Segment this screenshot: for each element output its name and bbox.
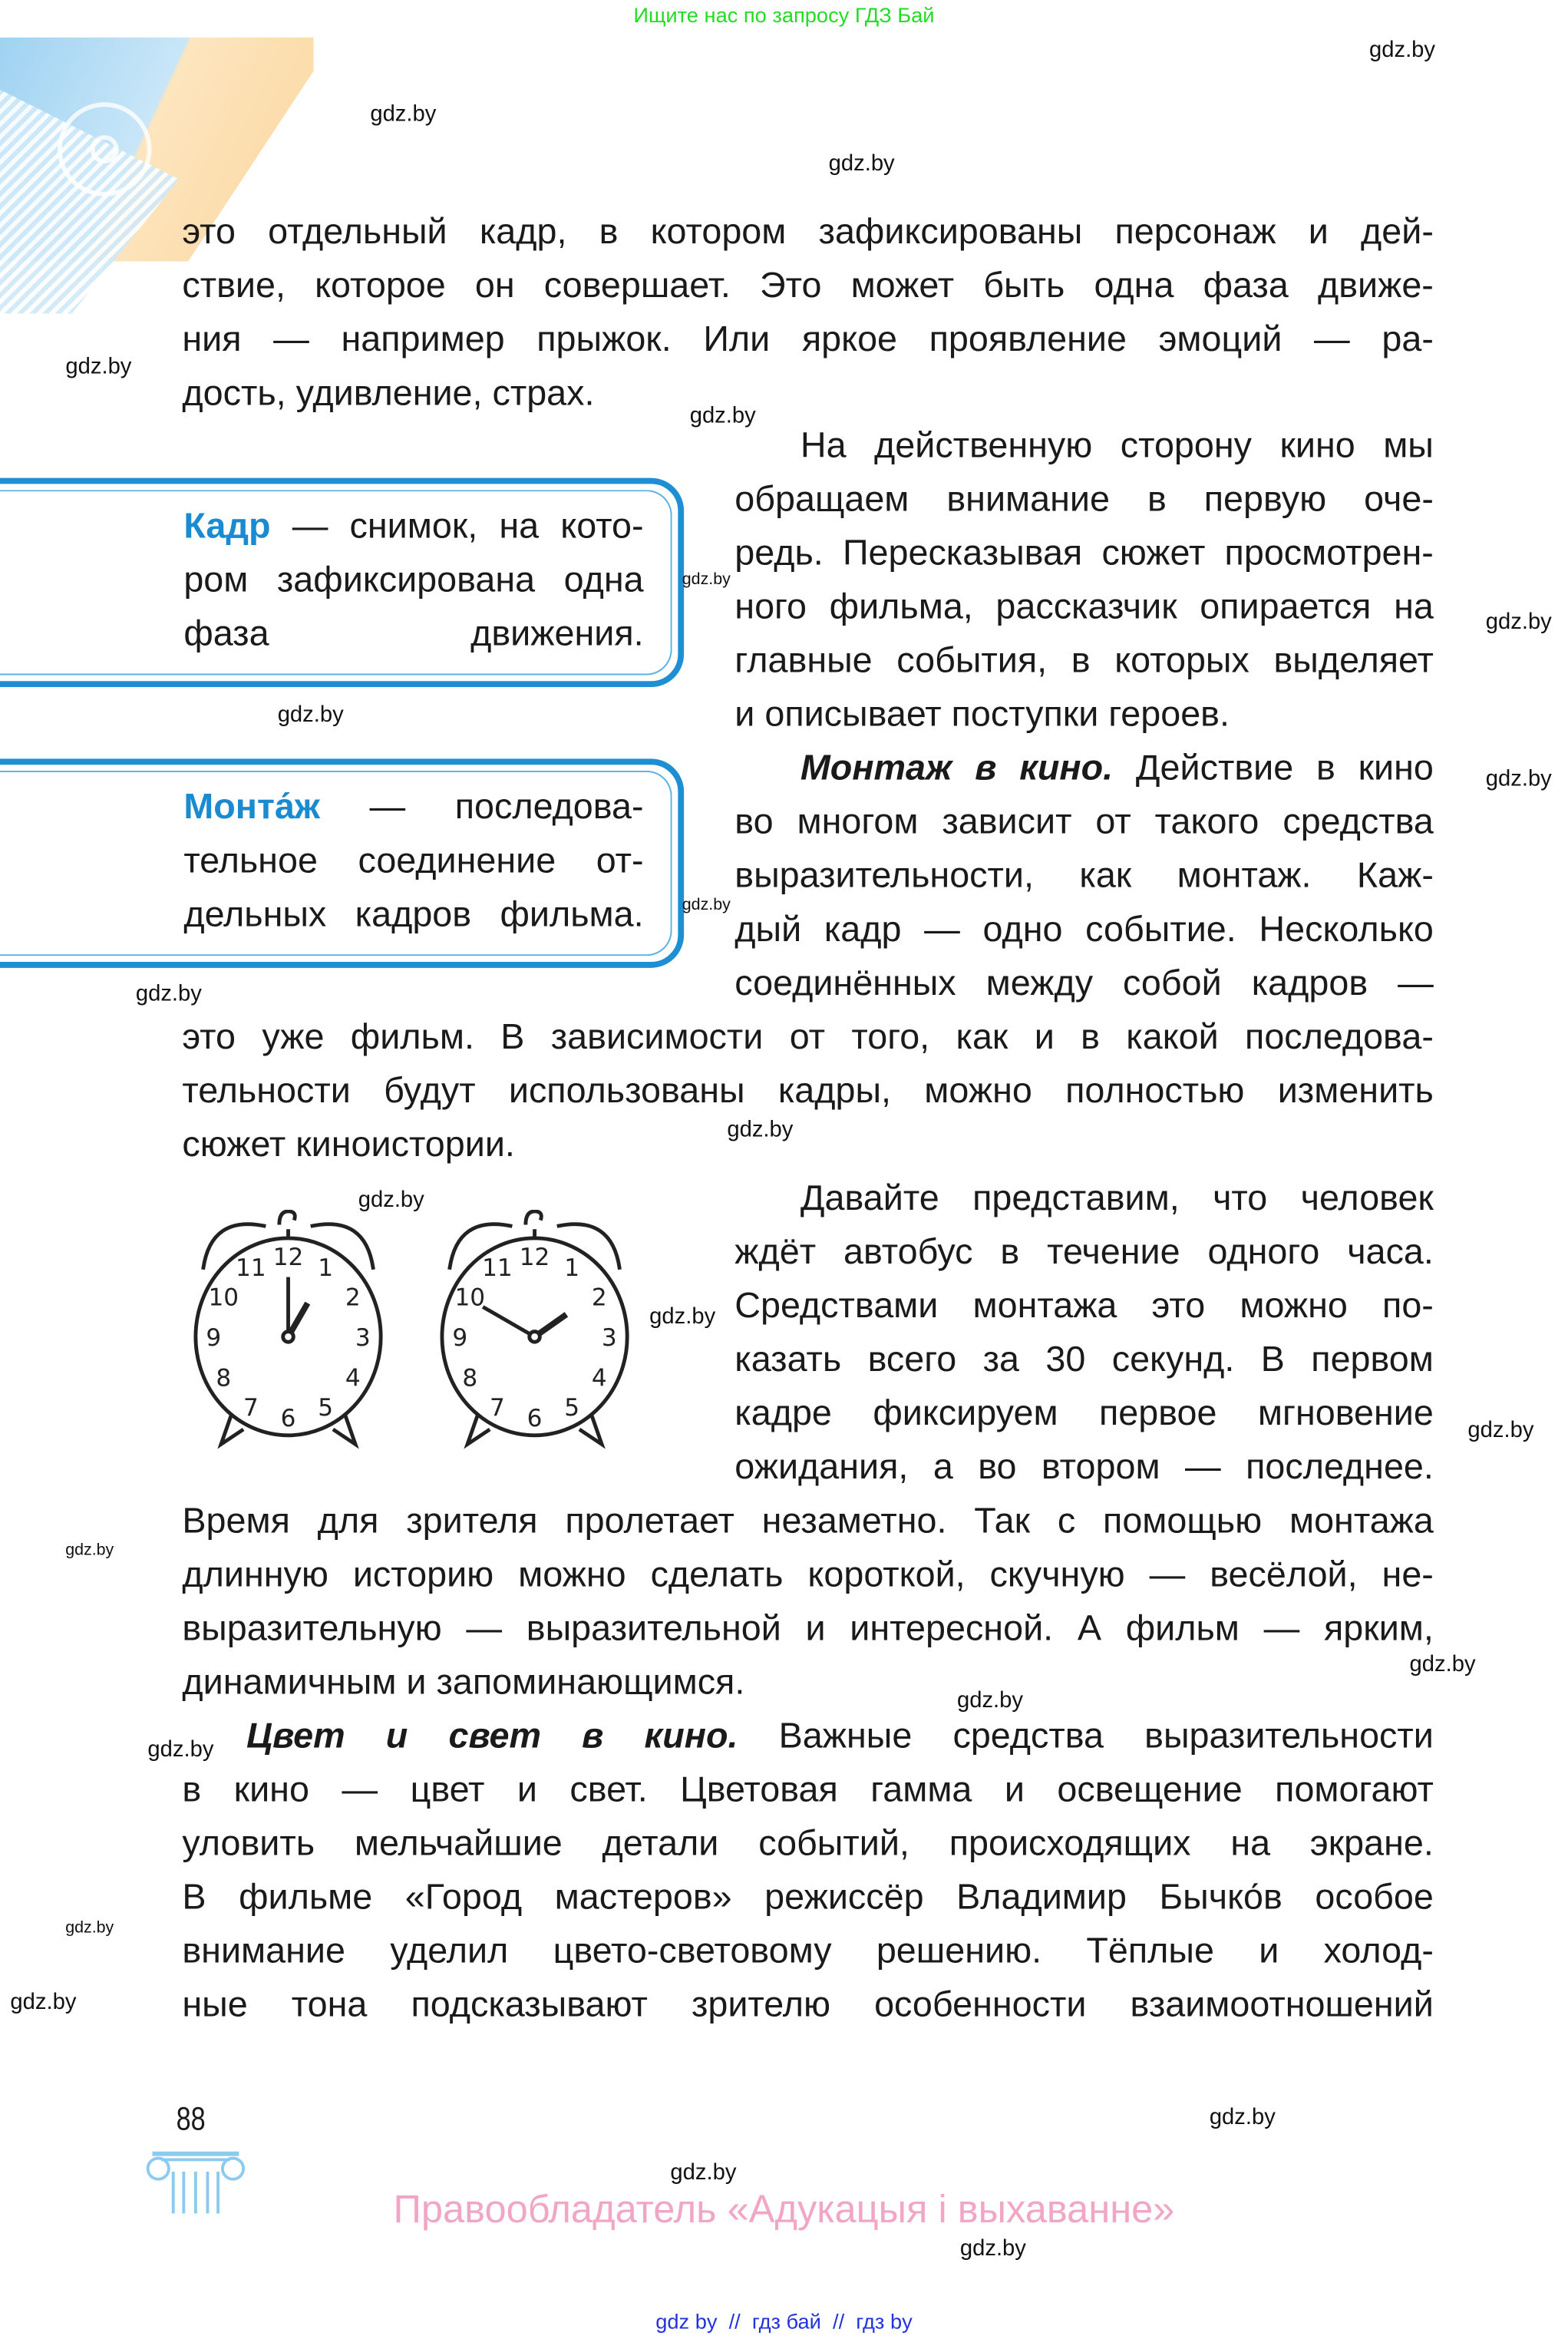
watermark-link[interactable]: gdz.by [1409,1651,1476,1678]
clock-numeral: 6 [280,1405,296,1433]
text-line-content: длинную историю можно сделать короткой, скучную — весёлой, не- [182,1554,1434,1596]
text-line [182,1818,1433,1872]
text-line-content: дый кадр — одно событие. Несколько [734,909,1434,950]
watermark-link[interactable]: gdz.by [682,570,731,589]
clock-numeral: 4 [591,1364,607,1392]
clock-numeral: 11 [482,1254,513,1283]
text-line [734,1442,1434,1495]
text-line-content: сюжет киноистории. [182,1125,515,1165]
clock-numeral: 5 [564,1394,580,1422]
definition-line [183,608,643,662]
text-line [734,904,1434,957]
definition-text: фаза движения. [183,613,644,655]
text-line-content: уловить мельчайшие детали событий, происходящих на экране. [182,1823,1434,1865]
page-number: 88 [176,2099,206,2138]
text-line [734,796,1434,850]
footer-links[interactable]: gdz by // гдз бай // гдз by [655,2309,913,2334]
text-line [801,742,1434,796]
text-line-content: кадре фиксируем первое мгновение [734,1393,1434,1434]
text-line-content: ствие, которое он совершает. Это может быть одна фаза движе- [182,266,1434,306]
text-line [801,1172,1434,1226]
text-line [182,1764,1433,1818]
clock-numeral: 3 [601,1324,617,1353]
definition-term: Монта́ж [183,787,320,828]
text-line [734,474,1434,527]
film-reel-icon [45,90,164,210]
definition-line [183,554,643,608]
definition-term: Кадр [183,506,271,547]
text-line-content: Средствами монтажа это можно по- [734,1286,1434,1326]
clock-numeral: 12 [519,1244,550,1272]
text-line [182,1065,1433,1118]
text-line-content: тельности будут использованы кадры, можно полностью изменить [182,1071,1434,1112]
text-line [182,314,1433,368]
watermark-link[interactable]: gdz.by [649,1303,716,1330]
text-line [182,1495,1433,1549]
watermark-link[interactable]: gdz.by [65,1541,114,1560]
clock-numeral: 2 [591,1283,607,1312]
text-line [801,420,1434,474]
text-line-content: Важные средства выразительности [738,1716,1434,1757]
text-line [182,1657,1433,1710]
text-line [734,1280,1434,1333]
text-line [734,850,1434,904]
watermark-link[interactable]: gdz.by [670,2159,737,2185]
text-line-content: Давайте представим, что человек [800,1178,1434,1219]
watermark-link[interactable]: gdz.by [358,1187,424,1213]
text-line-content: выразительности, как монтаж. Каж- [734,855,1434,897]
clock-numeral: 9 [206,1324,222,1353]
text-line [182,368,1433,421]
text-line [734,581,1434,635]
text-line-content: ждёт автобус в течение одного часа. [734,1232,1434,1273]
alarm-clocks-illustration [179,1210,657,1464]
section-heading-montage: Монтаж в кино. [800,748,1114,789]
clock-numeral: 11 [236,1254,266,1283]
text-line [734,1226,1434,1280]
clock-numeral: 4 [345,1364,361,1392]
text-line [734,635,1434,689]
watermark-link[interactable]: gdz.by [10,1989,77,2015]
clock-numeral: 8 [462,1364,478,1392]
text-line [182,206,1433,260]
text-line-content: ния — например прыжок. Или яркое проявление эмоций — ра- [182,319,1434,360]
watermark-link[interactable]: gdz.by [147,1736,214,1763]
clock-numeral: 1 [318,1254,334,1283]
definition-text: — последова- [319,787,644,828]
text-line-content: редь. Пересказывая сюжет просмотрен- [734,533,1434,574]
text-line-content: Время для зрителя пролетает незаметно. Так с помощью монтажа [182,1501,1434,1541]
watermark-link[interactable]: gdz.by [65,1919,114,1938]
watermark-link[interactable]: gdz.by [828,150,895,177]
text-line-content: ные тона подсказывают зрителю особенности взаимоотношений [182,1984,1434,2026]
definition-line [183,501,643,554]
text-line [182,260,1433,314]
text-line-content: это отдельный кадр, в котором зафиксированы персонаж и дей- [182,212,1434,253]
section-heading-color-light: Цвет и свет в кино. [246,1716,738,1757]
watermark-link[interactable]: gdz.by [1209,2104,1276,2130]
clock-numeral: 10 [454,1283,486,1312]
text-line [246,1710,1434,1764]
clock-numeral: 12 [272,1244,304,1272]
text-line [182,1872,1433,1925]
watermark-link[interactable]: gdz.by [370,101,437,127]
text-line [182,1603,1433,1657]
text-line-content: в кино — цвет и свет. Цветовая гамма и освещение помогают [182,1769,1434,1811]
clock-numeral: 10 [208,1283,239,1312]
text-line-content: В фильме «Город мастеров» режиссёр Владимир Бычко́в особое [182,1877,1434,1918]
text-line-content: это уже фильм. В зависимости от того, как и в какой последова- [182,1017,1434,1058]
watermark-link[interactable]: gdz.by [727,1117,794,1143]
text-line-content: ожидания, а во втором — последнее. [734,1447,1434,1488]
text-line [734,1388,1434,1442]
watermark-link[interactable]: gdz.by [1369,37,1436,63]
text-line-content: обращаем внимание в первую оче- [734,479,1434,520]
watermark-link[interactable]: gdz.by [1485,766,1552,792]
definition-line [183,889,643,943]
clock-numeral: 3 [355,1324,371,1353]
text-line [734,1334,1434,1388]
text-line-content: соединённых между собой кадров — [734,963,1434,1004]
text-line [182,1979,1433,2033]
clock-numeral: 1 [564,1254,580,1283]
minute-hand [483,1307,534,1336]
watermark-link[interactable]: gdz.by [65,354,132,380]
watermark-link[interactable]: gdz.by [1485,609,1552,635]
copyright-notice: Правообладатель «Адукацыя і выхаванне» [393,2186,1175,2232]
text-line [734,527,1434,581]
clock-numeral: 8 [216,1364,232,1392]
search-hint[interactable]: Ищите нас по запросу ГДЗ Бай [633,2,935,28]
text-line [734,689,1434,742]
text-line-content: во многом зависит от такого средства [734,801,1434,843]
clock-numeral: 6 [527,1405,543,1433]
text-line-content: выразительную — выразительной и интересной. А фильм — ярким, [182,1608,1434,1650]
text-line-content: дость, удивление, страх. [182,373,595,414]
watermark-link[interactable]: gdz.by [956,1687,1024,1713]
watermark-link[interactable]: gdz.by [135,981,202,1007]
text-line [182,1549,1433,1603]
text-line-content: главные события, в которых выделяет [734,640,1434,682]
watermark-link[interactable]: gdz.by [682,896,731,914]
text-line-content: казать всего за 30 секунд. В первом [734,1340,1434,1380]
definition-text: ром зафиксирована одна [183,560,644,601]
definition-text: тельное соединение от- [183,841,644,881]
clock-numeral: 9 [452,1324,468,1353]
definition-line [183,835,643,889]
text-line [182,1925,1433,1979]
text-line-content: Действие в кино [1113,748,1434,789]
clock-numeral: 5 [318,1394,334,1422]
text-line [182,1118,1433,1172]
text-line-content: На действенную сторону кино мы [800,425,1434,467]
watermark-link[interactable]: gdz.by [1467,1417,1534,1443]
text-line-content: ного фильма, рассказчик опирается на [734,586,1434,628]
text-line-content: и описывает поступки героев. [734,694,1230,735]
definition-text: — снимок, на кото- [270,506,644,547]
watermark-link[interactable]: gdz.by [689,403,756,429]
clock-numeral: 2 [345,1283,361,1312]
text-line-content: внимание уделил цвето-световому решению. Тёплые и холод- [182,1931,1434,1972]
definition-text: дельных кадров фильма. [183,894,644,936]
watermark-link[interactable]: gdz.by [959,2235,1026,2261]
clock-numeral: 7 [490,1394,505,1422]
text-line [182,1011,1433,1065]
text-line [734,957,1434,1011]
definition-line [183,781,643,835]
clock-numeral: 7 [243,1394,259,1422]
watermark-link[interactable]: gdz.by [277,702,344,728]
text-line-content: динамичным и запоминающимся. [182,1662,745,1703]
